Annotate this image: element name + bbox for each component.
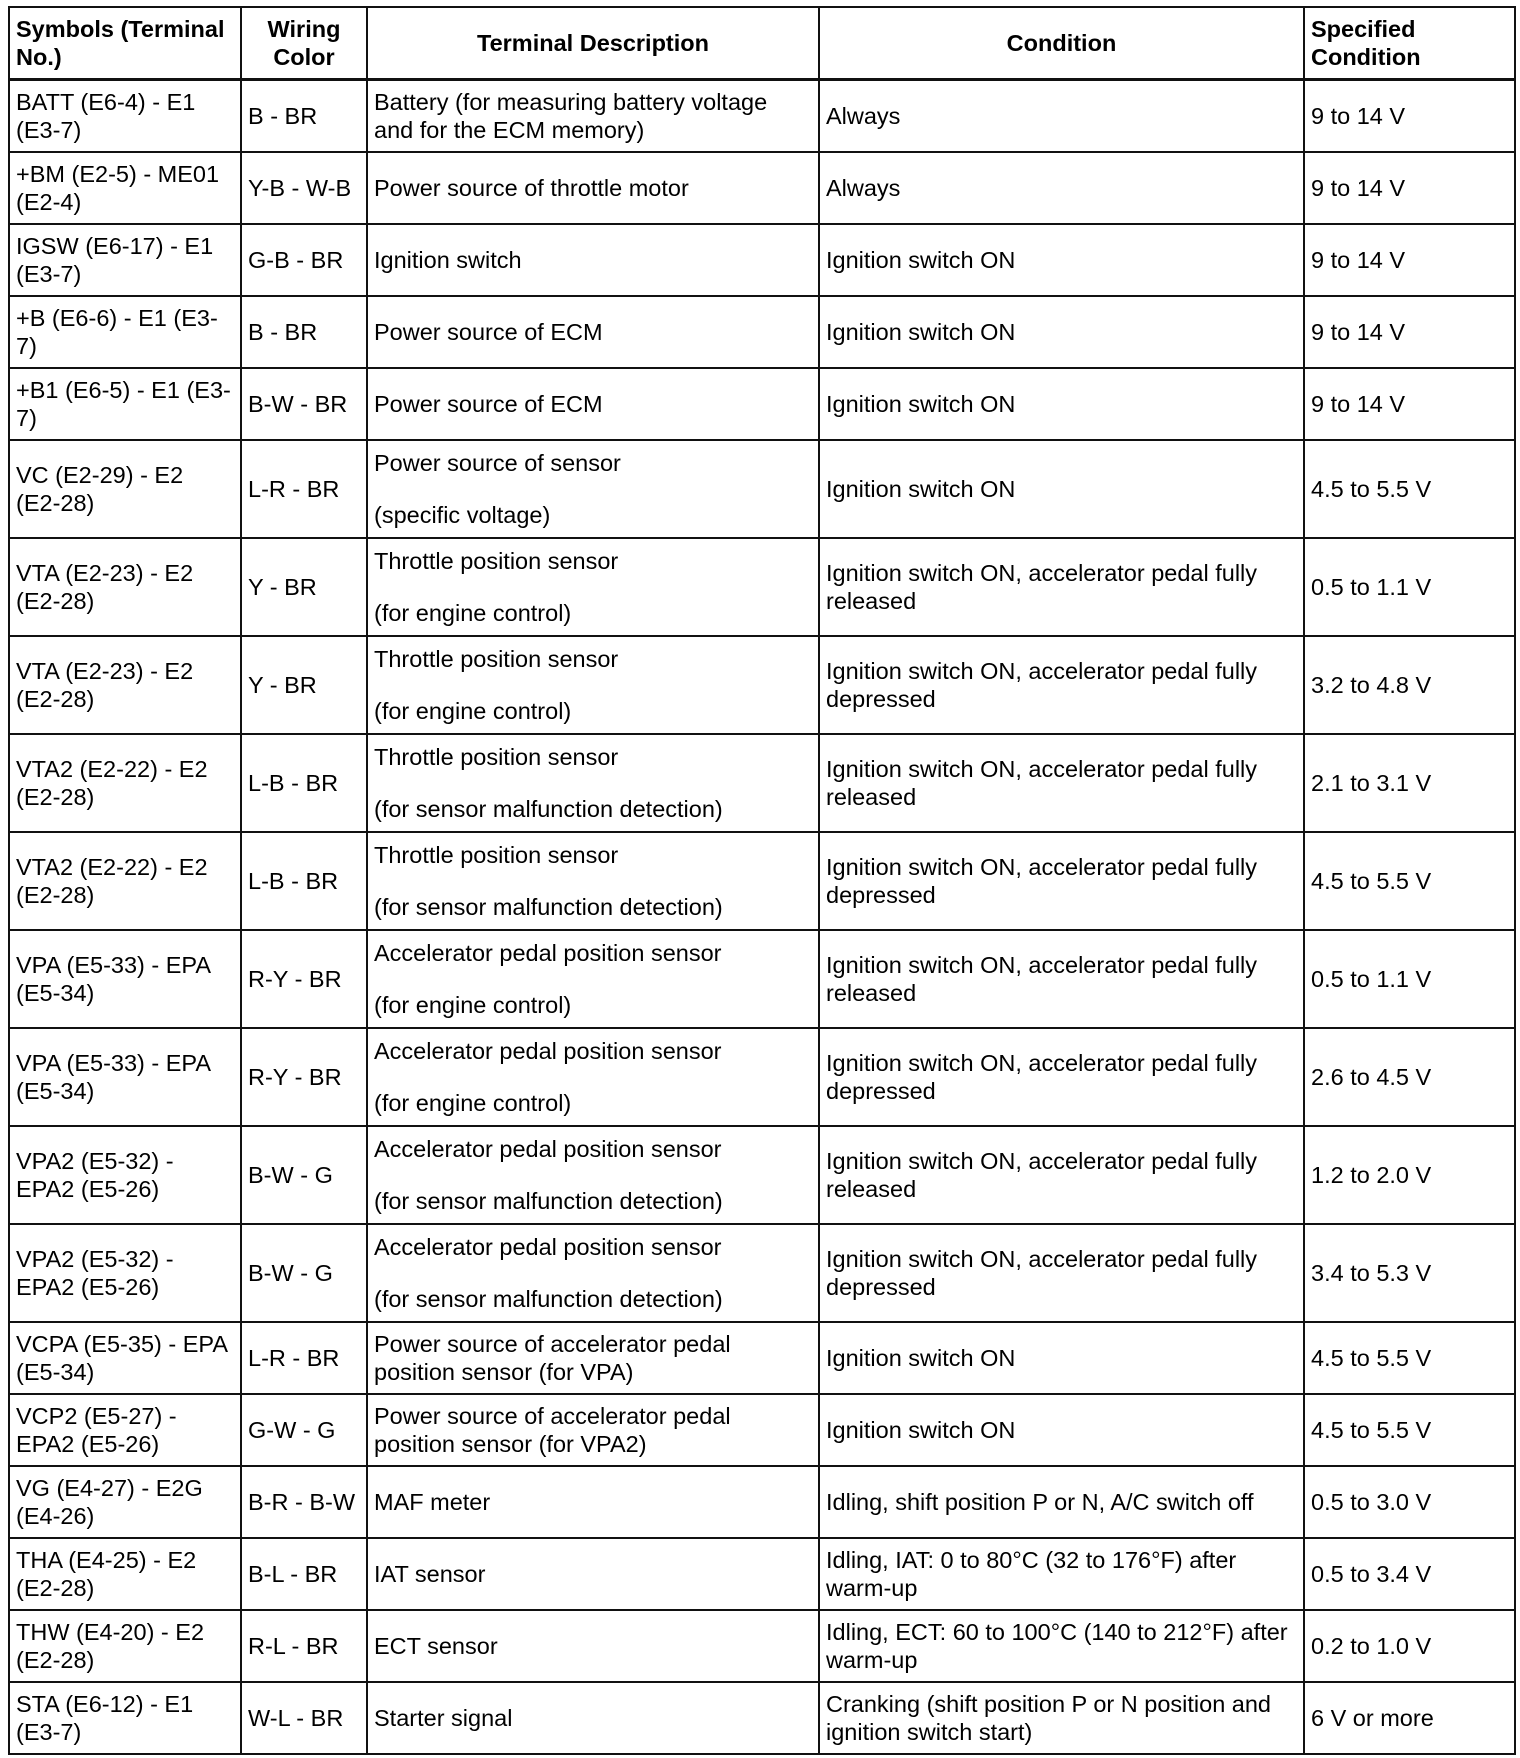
specified-condition-cell: 9 to 14 V <box>1304 224 1515 296</box>
specified-condition-cell: 3.2 to 4.8 V <box>1304 636 1515 734</box>
table-row <box>9 80 1515 153</box>
description-line-2: (for engine control) <box>374 600 572 626</box>
terminal-description-cell: Power source of accelerator pedal position sensor (for VPA2) <box>367 1394 819 1466</box>
wiring-color-cell: G-W - G <box>241 1394 367 1466</box>
symbols-cell: IGSW (E6-17) - E1 (E3-7) <box>9 224 241 296</box>
condition-cell: Ignition switch ON <box>819 1322 1304 1394</box>
description-line-2: (for engine control) <box>374 992 572 1018</box>
specified-condition-cell: 9 to 14 V <box>1304 80 1515 153</box>
description-line-2: (for engine control) <box>374 1090 572 1116</box>
description-line-2: (for sensor malfunction detection) <box>374 894 723 920</box>
table-row <box>9 1682 1515 1754</box>
symbols-cell: VTA2 (E2-22) - E2 (E2-28) <box>9 734 241 832</box>
table-row <box>9 1394 1515 1466</box>
terminal-description-cell: Starter signal <box>367 1682 819 1754</box>
table-row <box>9 1466 1515 1538</box>
specified-condition-cell: 4.5 to 5.5 V <box>1304 440 1515 538</box>
description-line-1: Accelerator pedal position sensor <box>374 939 722 966</box>
specified-condition-cell: 4.5 to 5.5 V <box>1304 832 1515 930</box>
specified-condition-cell: 9 to 14 V <box>1304 152 1515 224</box>
symbols-cell: VG (E4-27) - E2G (E4-26) <box>9 1466 241 1538</box>
specified-condition-cell: 4.5 to 5.5 V <box>1304 1394 1515 1466</box>
terminal-description-cell <box>367 734 819 832</box>
wiring-color-cell: B-L - BR <box>241 1538 367 1610</box>
wiring-color-cell: R-Y - BR <box>241 1028 367 1126</box>
terminal-description-cell: Power source of ECM <box>367 296 819 368</box>
wiring-color-cell: R-Y - BR <box>241 930 367 1028</box>
wiring-color-cell: B-W - G <box>241 1224 367 1322</box>
description-line-1: Power source of sensor <box>374 449 621 476</box>
table-row <box>9 296 1515 368</box>
symbols-cell: VTA (E2-23) - E2 (E2-28) <box>9 538 241 636</box>
condition-cell: Idling, shift position P or N, A/C switch off <box>819 1466 1304 1538</box>
table-row <box>9 1322 1515 1394</box>
description-line-1: Throttle position sensor <box>374 645 619 672</box>
symbols-cell: VC (E2-29) - E2 (E2-28) <box>9 440 241 538</box>
description-line-2: (specific voltage) <box>374 502 551 528</box>
wiring-color-cell: Y - BR <box>241 636 367 734</box>
table-row <box>9 224 1515 296</box>
table-row <box>9 1224 1515 1322</box>
specified-condition-cell: 2.1 to 3.1 V <box>1304 734 1515 832</box>
table-row <box>9 538 1515 636</box>
terminal-description-cell <box>367 930 819 1028</box>
table-row <box>9 1538 1515 1610</box>
table-row <box>9 832 1515 930</box>
wiring-color-cell: Y-B - W-B <box>241 152 367 224</box>
specified-condition-cell: 1.2 to 2.0 V <box>1304 1126 1515 1224</box>
symbols-cell: STA (E6-12) - E1 (E3-7) <box>9 1682 241 1754</box>
table-row <box>9 636 1515 734</box>
description-line-2: (for engine control) <box>374 698 572 724</box>
wiring-color-cell: L-R - BR <box>241 1322 367 1394</box>
terminal-description-cell <box>367 538 819 636</box>
condition-cell: Cranking (shift position P or N position and ignition switch start) <box>819 1682 1304 1754</box>
wiring-color-cell: L-R - BR <box>241 440 367 538</box>
description-line-1: Throttle position sensor <box>374 547 619 574</box>
symbols-cell: VPA2 (E5-32) - EPA2 (E5-26) <box>9 1224 241 1322</box>
condition-cell: Ignition switch ON, accelerator pedal fully depressed <box>819 832 1304 930</box>
symbols-cell: +B1 (E6-5) - E1 (E3-7) <box>9 368 241 440</box>
wiring-color-cell: R-L - BR <box>241 1610 367 1682</box>
description-line-2: (for sensor malfunction detection) <box>374 796 723 822</box>
terminal-description-cell: Battery (for measuring battery voltage and for the ECM memory) <box>367 80 819 153</box>
description-line-2: (for sensor malfunction detection) <box>374 1188 723 1214</box>
wiring-color-cell: B-W - BR <box>241 368 367 440</box>
specified-condition-cell: 9 to 14 V <box>1304 368 1515 440</box>
description-line-1: Accelerator pedal position sensor <box>374 1135 722 1162</box>
table-row <box>9 152 1515 224</box>
symbols-cell: VCP2 (E5-27) - EPA2 (E5-26) <box>9 1394 241 1466</box>
description-line-1: Throttle position sensor <box>374 841 619 868</box>
header-wiring-color: Wiring Color <box>241 7 367 80</box>
wiring-color-cell: B-R - B-W <box>241 1466 367 1538</box>
specified-condition-cell: 3.4 to 5.3 V <box>1304 1224 1515 1322</box>
wiring-color-cell: W-L - BR <box>241 1682 367 1754</box>
condition-cell: Ignition switch ON, accelerator pedal fully released <box>819 538 1304 636</box>
table-body <box>9 80 1515 1755</box>
terminal-description-cell <box>367 1224 819 1322</box>
terminal-description-cell <box>367 832 819 930</box>
terminal-description-cell: MAF meter <box>367 1466 819 1538</box>
table-row <box>9 734 1515 832</box>
table-row <box>9 1610 1515 1682</box>
terminal-description-cell: IAT sensor <box>367 1538 819 1610</box>
table-row <box>9 930 1515 1028</box>
terminal-description-cell: ECT sensor <box>367 1610 819 1682</box>
condition-cell: Always <box>819 152 1304 224</box>
terminal-description-cell <box>367 636 819 734</box>
specified-condition-cell: 6 V or more <box>1304 1682 1515 1754</box>
condition-cell: Ignition switch ON, accelerator pedal fully depressed <box>819 1028 1304 1126</box>
terminal-description-cell <box>367 1126 819 1224</box>
header-specified-condition: Specified Condition <box>1304 7 1515 80</box>
specified-condition-cell: 0.5 to 3.4 V <box>1304 1538 1515 1610</box>
terminal-description-cell <box>367 440 819 538</box>
header-row <box>9 7 1515 80</box>
condition-cell: Always <box>819 80 1304 153</box>
condition-cell: Idling, IAT: 0 to 80°C (32 to 176°F) after warm-up <box>819 1538 1304 1610</box>
symbols-cell: VTA (E2-23) - E2 (E2-28) <box>9 636 241 734</box>
table-row <box>9 368 1515 440</box>
condition-cell: Ignition switch ON <box>819 368 1304 440</box>
symbols-cell: VCPA (E5-35) - EPA (E5-34) <box>9 1322 241 1394</box>
condition-cell: Ignition switch ON, accelerator pedal fully released <box>819 734 1304 832</box>
condition-cell: Ignition switch ON <box>819 440 1304 538</box>
condition-cell: Ignition switch ON <box>819 1394 1304 1466</box>
specified-condition-cell: 9 to 14 V <box>1304 296 1515 368</box>
terminal-description-cell <box>367 1028 819 1126</box>
symbols-cell: +B (E6-6) - E1 (E3-7) <box>9 296 241 368</box>
wiring-color-cell: G-B - BR <box>241 224 367 296</box>
condition-cell: Ignition switch ON <box>819 296 1304 368</box>
terminal-description-cell: Power source of accelerator pedal position sensor (for VPA) <box>367 1322 819 1394</box>
symbols-cell: VTA2 (E2-22) - E2 (E2-28) <box>9 832 241 930</box>
symbols-cell: VPA (E5-33) - EPA (E5-34) <box>9 930 241 1028</box>
condition-cell: Ignition switch ON, accelerator pedal fully depressed <box>819 636 1304 734</box>
condition-cell: Ignition switch ON, accelerator pedal fully released <box>819 930 1304 1028</box>
header-condition: Condition <box>819 7 1304 80</box>
table-row <box>9 440 1515 538</box>
condition-cell: Ignition switch ON <box>819 224 1304 296</box>
header-symbols: Symbols (Terminal No.) <box>9 7 241 80</box>
description-line-1: Accelerator pedal position sensor <box>374 1037 722 1064</box>
wiring-color-cell: B - BR <box>241 296 367 368</box>
symbols-cell: +BM (E2-5) - ME01 (E2-4) <box>9 152 241 224</box>
header-terminal-description: Terminal Description <box>367 7 819 80</box>
wiring-color-cell: L-B - BR <box>241 734 367 832</box>
specified-condition-cell: 0.5 to 3.0 V <box>1304 1466 1515 1538</box>
symbols-cell: THW (E4-20) - E2 (E2-28) <box>9 1610 241 1682</box>
specified-condition-cell: 0.5 to 1.1 V <box>1304 930 1515 1028</box>
terminal-description-cell: Ignition switch <box>367 224 819 296</box>
table-row <box>9 1028 1515 1126</box>
description-line-2: (for sensor malfunction detection) <box>374 1286 723 1312</box>
terminal-spec-table <box>8 6 1516 1755</box>
specified-condition-cell: 0.5 to 1.1 V <box>1304 538 1515 636</box>
specified-condition-cell: 0.2 to 1.0 V <box>1304 1610 1515 1682</box>
terminal-description-cell: Power source of throttle motor <box>367 152 819 224</box>
specified-condition-cell: 4.5 to 5.5 V <box>1304 1322 1515 1394</box>
symbols-cell: VPA (E5-33) - EPA (E5-34) <box>9 1028 241 1126</box>
description-line-1: Accelerator pedal position sensor <box>374 1233 722 1260</box>
description-line-1: Throttle position sensor <box>374 743 619 770</box>
table-row <box>9 1126 1515 1224</box>
wiring-color-cell: Y - BR <box>241 538 367 636</box>
table-header <box>9 7 1515 80</box>
terminal-description-cell: Power source of ECM <box>367 368 819 440</box>
condition-cell: Ignition switch ON, accelerator pedal fully released <box>819 1126 1304 1224</box>
wiring-color-cell: B - BR <box>241 80 367 153</box>
wiring-color-cell: B-W - G <box>241 1126 367 1224</box>
symbols-cell: THA (E4-25) - E2 (E2-28) <box>9 1538 241 1610</box>
wiring-color-cell: L-B - BR <box>241 832 367 930</box>
specified-condition-cell: 2.6 to 4.5 V <box>1304 1028 1515 1126</box>
symbols-cell: VPA2 (E5-32) - EPA2 (E5-26) <box>9 1126 241 1224</box>
condition-cell: Ignition switch ON, accelerator pedal fully depressed <box>819 1224 1304 1322</box>
condition-cell: Idling, ECT: 60 to 100°C (140 to 212°F) after warm-up <box>819 1610 1304 1682</box>
symbols-cell: BATT (E6-4) - E1 (E3-7) <box>9 80 241 153</box>
